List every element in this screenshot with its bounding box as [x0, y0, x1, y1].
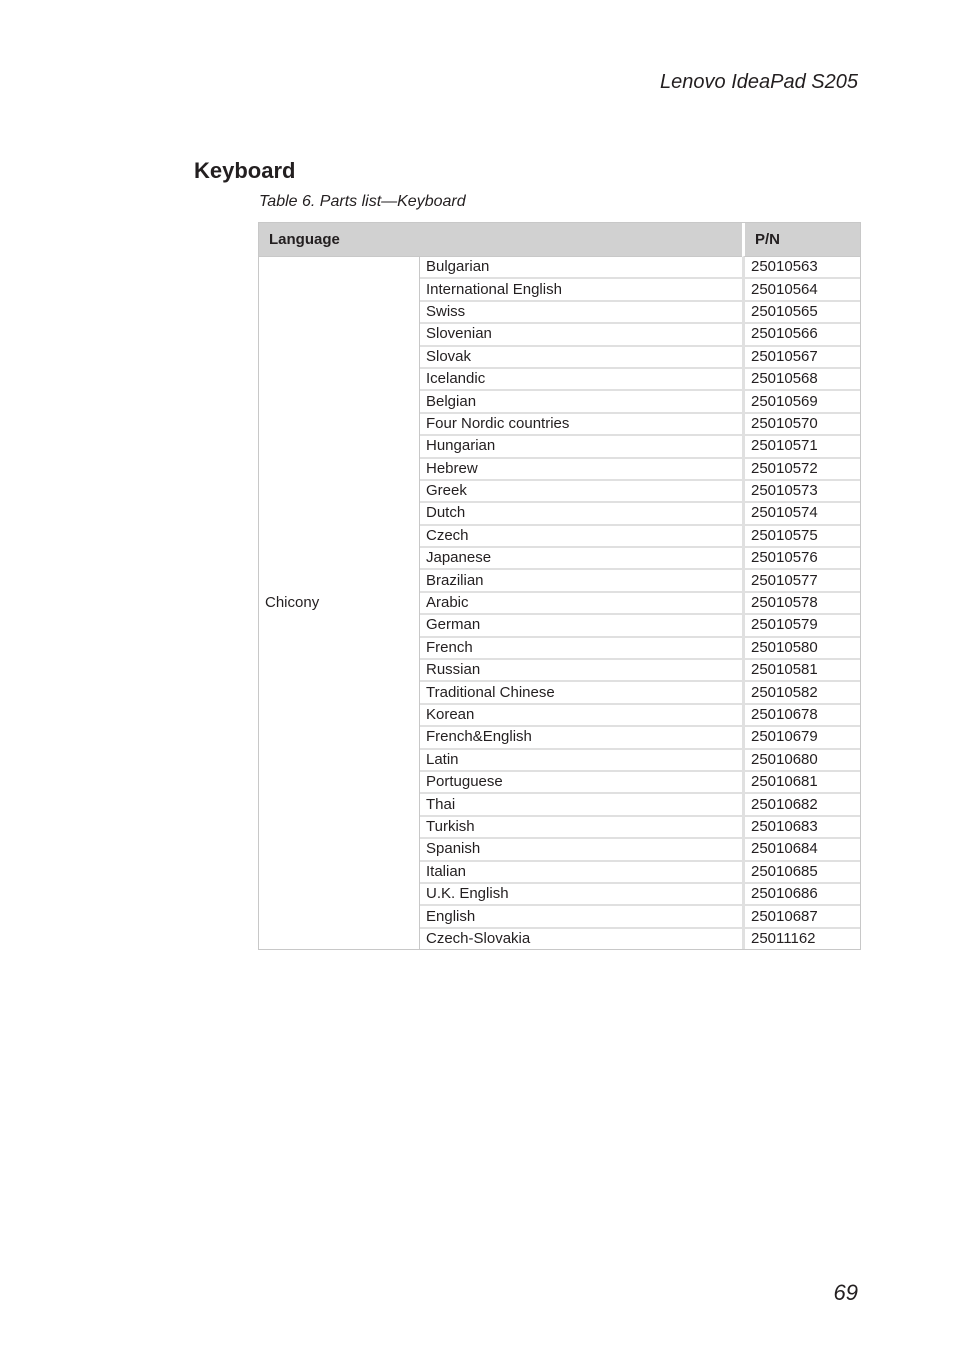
section-title: Keyboard: [194, 158, 296, 183]
language-cell: Slovenian: [420, 324, 742, 346]
column-header-pn: P/N: [742, 223, 860, 257]
part-number-cell: 25010683: [742, 817, 860, 839]
language-cell: Four Nordic countries: [420, 414, 742, 436]
language-cell: Thai: [420, 794, 742, 816]
language-cell: Hebrew: [420, 459, 742, 481]
part-number-cell: 25010581: [742, 660, 860, 682]
part-number-cell: 25010564: [742, 279, 860, 301]
language-cell: Turkish: [420, 817, 742, 839]
language-cell: Belgian: [420, 391, 742, 413]
part-number-cell: 25010575: [742, 526, 860, 548]
part-number-cell: 25010679: [742, 727, 860, 749]
part-number-cell: 25010578: [742, 593, 860, 615]
part-number-cell: 25010563: [742, 257, 860, 279]
table-caption: Table 6. Parts list—Keyboard: [259, 193, 466, 210]
table-header-row: [259, 223, 860, 257]
part-number-cell: 25010680: [742, 750, 860, 772]
language-cell: Arabic: [420, 593, 742, 615]
language-cell: Brazilian: [420, 570, 742, 592]
language-cell: Traditional Chinese: [420, 682, 742, 704]
vendor-cell: Chicony: [259, 257, 420, 949]
part-number-cell: 25010582: [742, 682, 860, 704]
part-number-cell: 25011162: [742, 929, 860, 949]
part-number-cell: 25010678: [742, 705, 860, 727]
part-number-cell: 25010571: [742, 436, 860, 458]
page-number: 69: [833, 1280, 858, 1305]
part-number-cell: 25010566: [742, 324, 860, 346]
part-number-cell: 25010567: [742, 347, 860, 369]
part-number-cell: 25010684: [742, 839, 860, 861]
part-number-cell: 25010580: [742, 638, 860, 660]
language-cell: Icelandic: [420, 369, 742, 391]
parts-table: [258, 222, 861, 950]
part-number-cell: 25010568: [742, 369, 860, 391]
language-cell: Korean: [420, 705, 742, 727]
running-header-product: Lenovo IdeaPad S205: [660, 71, 858, 93]
language-cell: Latin: [420, 750, 742, 772]
part-number-cell: 25010577: [742, 570, 860, 592]
language-cell: Portuguese: [420, 772, 742, 794]
parts-table-body: [259, 257, 860, 949]
part-number-cell: 25010686: [742, 884, 860, 906]
language-cell: French: [420, 638, 742, 660]
language-cell: Japanese: [420, 548, 742, 570]
part-number-cell: 25010687: [742, 906, 860, 928]
language-cell: Czech-Slovakia: [426, 929, 531, 947]
language-cell: Greek: [420, 481, 742, 503]
part-number-cell: 25010572: [742, 459, 860, 481]
part-number-cell: 25010573: [742, 481, 860, 503]
table-row: [259, 257, 860, 279]
part-number-cell: 25010565: [742, 302, 860, 324]
language-cell: Bulgarian: [420, 257, 742, 279]
part-number-cell: 25010681: [742, 772, 860, 794]
language-cell: U.K. English: [420, 884, 742, 906]
language-cell: French&English: [420, 727, 742, 749]
language-cell: German: [420, 615, 742, 637]
part-number-cell: 25010574: [742, 503, 860, 525]
language-cell: Czech: [420, 526, 742, 548]
part-number-cell: 25010579: [742, 615, 860, 637]
language-cell: Russian: [420, 660, 742, 682]
part-number-cell: 25010682: [742, 794, 860, 816]
language-cell: International English: [420, 279, 742, 301]
language-cell: English: [420, 906, 742, 928]
language-cell: Hungarian: [420, 436, 742, 458]
language-cell: Dutch: [420, 503, 742, 525]
part-number-cell: 25010685: [742, 862, 860, 884]
column-header-language: Language: [259, 223, 742, 257]
part-number-cell: 25010569: [742, 391, 860, 413]
language-cell: Swiss: [420, 302, 742, 324]
language-cell: Italian: [420, 862, 742, 884]
language-cell: Spanish: [420, 839, 742, 861]
part-number-cell: 25010576: [742, 548, 860, 570]
part-number-cell: 25010570: [742, 414, 860, 436]
language-cell: Slovak: [420, 347, 742, 369]
